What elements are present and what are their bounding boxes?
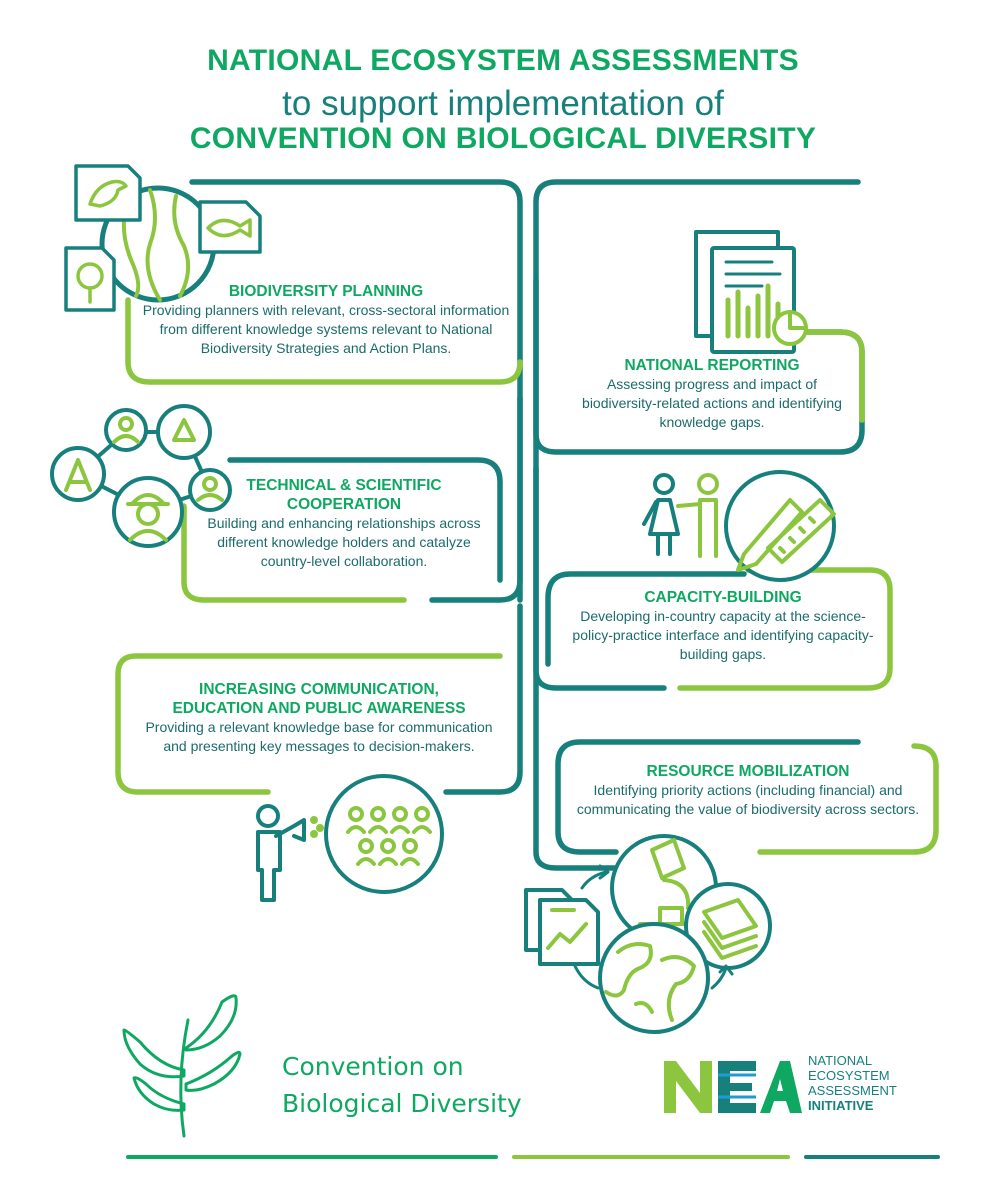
section-title-line-2: EDUCATION AND PUBLIC AWARENESS	[172, 700, 466, 717]
pencil-ruler-icon	[726, 472, 834, 580]
section-description: Providing a relevant knowledge base for communication and presenting key messages to decision-makers.	[145, 719, 493, 754]
section-title-line-1: INCREASING COMMUNICATION,	[199, 681, 439, 698]
couple-icon	[644, 475, 717, 556]
cbd-name-line-2: Biological Diversity	[282, 1089, 522, 1118]
nea-line-2: ECOSYSTEM	[808, 1068, 890, 1083]
bird-icon	[76, 166, 140, 220]
title-line-2: to support implementation of	[282, 84, 724, 123]
nea-logo	[662, 1057, 802, 1115]
tree-icon	[66, 248, 114, 310]
section-communication	[134, 680, 504, 756]
nea-line-4: INITIATIVE	[808, 1098, 874, 1113]
nea-line-1: NATIONAL	[808, 1053, 873, 1068]
section-biodiversity-planning	[138, 282, 514, 358]
cbd-name-line-1: Convention on	[282, 1052, 464, 1081]
section-description: Building and enhancing relationships across different knowledge holders and catalyze country-level collaboration.	[207, 515, 481, 569]
title-line-3: CONVENTION ON BIOLOGICAL DIVERSITY	[189, 122, 817, 155]
section-description: Identifying priority actions (including financial) and communicating the value of biodiversity across sectors.	[576, 782, 920, 817]
section-title: RESOURCE MOBILIZATION	[646, 763, 850, 780]
audience-icon	[326, 776, 442, 892]
cbd-leaf-logo	[124, 996, 240, 1136]
section-title-line-1: TECHNICAL & SCIENTIFIC	[246, 477, 442, 494]
document-chart-icon	[526, 890, 598, 964]
megaphone-icon	[258, 806, 322, 900]
section-description: Providing planners with relevant, cross-sectoral information from different knowledge systems relevant to National Biodiversity Strategies and Action Plans.	[142, 302, 510, 356]
fish-icon	[200, 202, 260, 252]
section-title-line-2: COOPERATION	[286, 496, 402, 513]
cbd-name	[282, 1048, 522, 1122]
section-description: Developing in-country capacity at the science-policy-practice interface and identifying capacity-building gaps.	[572, 608, 874, 662]
globe-icon	[600, 924, 708, 1032]
section-resource-mobilization	[574, 762, 922, 819]
pie-chart-icon	[774, 312, 806, 344]
section-title: NATIONAL REPORTING	[624, 357, 800, 374]
section-capacity-building	[570, 588, 876, 664]
nea-line-3: ASSESSMENT	[808, 1083, 897, 1098]
section-title: BIODIVERSITY PLANNING	[228, 283, 424, 300]
title-line-1: NATIONAL ECOSYSTEM ASSESSMENTS	[207, 44, 799, 77]
section-technical-cooperation	[196, 476, 492, 571]
nea-initiative-text	[808, 1053, 897, 1113]
section-description: Assessing progress and impact of biodiversity-related actions and identifying knowledge gaps.	[582, 376, 842, 430]
section-title: CAPACITY-BUILDING	[644, 589, 802, 606]
section-national-reporting	[570, 356, 854, 432]
